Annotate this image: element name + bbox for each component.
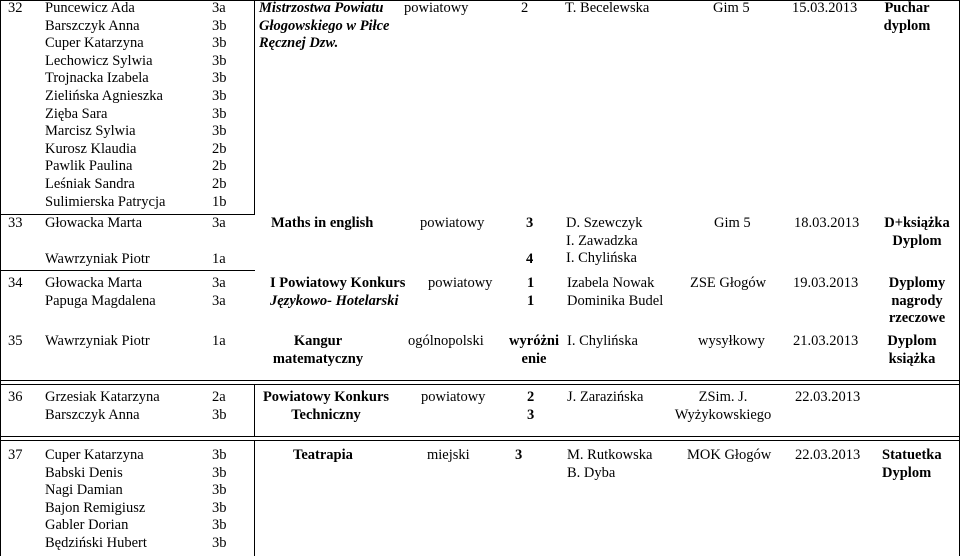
student-name: Nagi Damian: [45, 482, 123, 499]
competition-line: matematyczny: [272, 350, 364, 367]
date: 21.03.2013: [793, 333, 859, 349]
class-label: 3b: [212, 482, 227, 499]
competition-name: [270, 275, 405, 310]
row-number: 32: [8, 0, 23, 16]
class-label: 3a: [212, 0, 226, 16]
competition-line: Techniczny: [291, 406, 361, 423]
student-name: Marcisz Sylwia: [45, 123, 136, 140]
student-names: [45, 447, 147, 553]
student-name: Pawlik Paulina: [45, 158, 133, 175]
competition-level: ogólnopolski: [408, 333, 484, 349]
places: [527, 275, 534, 310]
place-line: wyróżni: [509, 333, 559, 349]
organizer-line: ZSim. J.: [698, 389, 748, 405]
class-label: 1b: [212, 193, 227, 210]
row-divider: [0, 440, 960, 441]
teacher: [567, 447, 652, 482]
date: 19.03.2013: [793, 275, 859, 291]
competition-name: Maths in english: [271, 215, 374, 231]
table-border-left: [0, 0, 1, 556]
award: [876, 275, 958, 328]
class-label: 1a: [212, 333, 226, 349]
teacher: [567, 275, 663, 310]
student-name: Grzesiak Katarzyna: [45, 389, 160, 405]
student-name: Wawrzyniak Piotr: [45, 333, 150, 349]
class-label: 3b: [212, 534, 227, 551]
teacher-line: I. Chylińska: [566, 250, 637, 267]
student-name: Kurosz Klaudia: [45, 140, 137, 157]
student-name: Będziński Hubert: [45, 534, 147, 551]
award: [876, 0, 938, 35]
student-classes: [212, 275, 226, 310]
student-names: [45, 389, 160, 424]
student-name: Cuper Katarzyna: [45, 35, 144, 52]
award-line: Dyplomy: [888, 275, 946, 291]
award: [876, 333, 948, 368]
class-label: 3b: [212, 87, 227, 104]
teacher: J. Zarazińska: [567, 389, 644, 405]
competition-name: [268, 333, 368, 368]
award: [876, 215, 958, 250]
award-line: książka: [888, 350, 936, 367]
organizer: ZSE Głogów: [690, 275, 767, 291]
row-divider: [0, 270, 255, 271]
student-name: Lechowicz Sylwia: [45, 52, 153, 69]
student-name: Leśniak Sandra: [45, 175, 135, 192]
row-divider: [0, 384, 960, 385]
class-label: 2b: [212, 175, 227, 192]
student-name: Bajon Remigiusz: [45, 499, 146, 516]
award-line: D+książka: [884, 215, 950, 231]
competition-line: Ręcznej Dzw.: [259, 35, 339, 52]
award-line: Statuetka: [882, 447, 942, 463]
row-number: 37: [8, 447, 23, 463]
row-number: 35: [8, 333, 23, 349]
organizer: Gim 5: [714, 215, 751, 231]
award-line: Puchar: [884, 0, 930, 16]
student-names: [45, 0, 165, 211]
teacher-line: B. Dyba: [567, 464, 616, 481]
student-name: Głowacka Marta: [45, 215, 143, 231]
class-label: 3b: [212, 464, 227, 481]
student-name: Głowacka Marta: [45, 275, 143, 291]
class-label: 3b: [212, 517, 227, 534]
class-label: 3b: [212, 105, 227, 122]
class-label: 3b: [212, 52, 227, 69]
teacher-line: I. Zawadzka: [566, 232, 638, 249]
student-name: Papuga Magdalena: [45, 292, 156, 309]
student-name: Gabler Dorian: [45, 517, 129, 534]
student-names: [45, 275, 156, 310]
row-number: 33: [8, 215, 23, 231]
organizer: [668, 389, 778, 424]
student-name: Zielińska Agnieszka: [45, 87, 163, 104]
teacher-line: Dominika Budel: [567, 292, 664, 309]
award-line: dyplom: [883, 17, 931, 34]
student-name: Cuper Katarzyna: [45, 447, 144, 463]
competition-level: powiatowy: [428, 275, 493, 291]
teacher-line: D. Szewczyk: [566, 215, 643, 231]
student-name: Barszczyk Anna: [45, 406, 140, 423]
student-name: Barszczyk Anna: [45, 17, 140, 34]
place: 4: [526, 251, 534, 267]
places: [527, 389, 534, 424]
class-label: 3a: [212, 215, 226, 231]
organizer: MOK Głogów: [687, 447, 772, 463]
competition-level: miejski: [427, 447, 470, 463]
place: 1: [527, 275, 535, 291]
place: 2: [521, 0, 529, 16]
student-name: Zięba Sara: [45, 105, 108, 122]
student-name: Wawrzyniak Piotr: [45, 251, 150, 267]
class-label: 1a: [212, 251, 226, 267]
place: 1: [527, 292, 535, 309]
organizer: wysyłkowy: [698, 333, 765, 349]
award-line: rzeczowe: [888, 310, 946, 327]
teacher: [566, 215, 643, 268]
student-classes: [212, 0, 227, 211]
place: [504, 333, 564, 368]
student-name: Babski Denis: [45, 464, 123, 481]
class-label: 3b: [212, 123, 227, 140]
award-line: Dyplom: [887, 333, 937, 349]
competition-name: [254, 389, 398, 424]
place: 3: [527, 406, 535, 423]
class-label: 3b: [212, 447, 227, 463]
place: 2: [527, 389, 535, 405]
place: 3: [526, 215, 534, 231]
class-label: 3b: [212, 70, 227, 87]
award-line: nagrody: [891, 292, 943, 309]
award-line: Dyplom: [892, 232, 942, 249]
award: [882, 447, 942, 482]
organizer: Gim 5: [713, 0, 750, 16]
column-divider: [254, 0, 255, 214]
student-name: Trojnacka Izabela: [45, 70, 149, 87]
competition-name: Teatrapia: [293, 447, 353, 463]
competition-line: I Powiatowy Konkurs: [270, 275, 406, 291]
row-number: 36: [8, 389, 23, 405]
class-label: 3a: [212, 292, 226, 309]
student-classes: [212, 389, 227, 424]
teacher-line: Izabela Nowak: [567, 275, 655, 291]
competition-line: Kangur: [293, 333, 343, 349]
competition-line: Mistrzostwa Powiatu: [259, 0, 384, 16]
place: 3: [515, 447, 523, 463]
organizer-line: Wyżykowskiego: [674, 406, 772, 423]
competition-line: Głogowskiego w Piłce: [259, 17, 390, 34]
competition-level: powiatowy: [404, 0, 469, 16]
class-label: 2b: [212, 140, 227, 157]
date: 22.03.2013: [795, 389, 861, 405]
place-line: enie: [521, 350, 547, 367]
teacher: T. Becelewska: [565, 0, 650, 16]
date: 15.03.2013: [792, 0, 858, 16]
row-divider: [0, 436, 960, 437]
class-label: 3b: [212, 17, 227, 34]
class-label: 3a: [212, 275, 226, 291]
column-divider: [254, 440, 255, 556]
student-classes: [212, 447, 227, 553]
teacher: I. Chylińska: [567, 333, 638, 349]
competition-name: [259, 0, 390, 53]
class-label: 2b: [212, 158, 227, 175]
row-number: 34: [8, 275, 23, 291]
student-name: Puncewicz Ada: [45, 0, 135, 16]
class-label: 3b: [212, 406, 227, 423]
competition-line: Językowo- Hotelarski: [270, 292, 399, 309]
class-label: 2a: [212, 389, 226, 405]
date: 18.03.2013: [794, 215, 860, 231]
teacher-line: M. Rutkowska: [567, 447, 653, 463]
competition-level: powiatowy: [421, 389, 486, 405]
row-divider: [0, 380, 960, 381]
class-label: 3b: [212, 35, 227, 52]
award-line: Dyplom: [882, 464, 932, 481]
student-name: Sulimierska Patrycja: [45, 193, 166, 210]
class-label: 3b: [212, 499, 227, 516]
competition-level: powiatowy: [420, 215, 485, 231]
date: 22.03.2013: [795, 447, 861, 463]
competition-line: Powiatowy Konkurs: [262, 389, 390, 405]
